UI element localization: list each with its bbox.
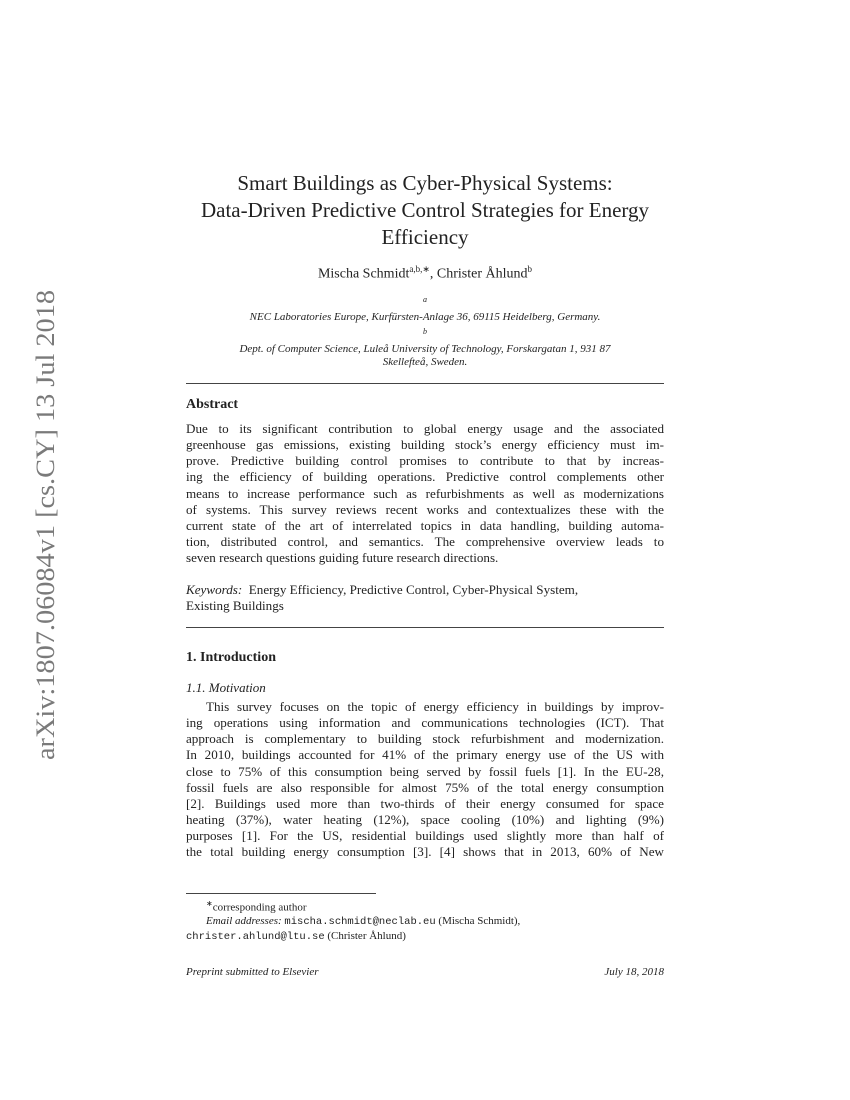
footer-preprint-note: Preprint submitted to Elsevier	[186, 966, 319, 978]
affiliation-line	[186, 293, 664, 325]
footnote-line	[186, 897, 664, 915]
body-line: In 2010, buildings accounted for 41% of the primary energy use of the US with	[186, 747, 664, 763]
footnote-rule	[186, 893, 376, 894]
title-line: Data-Driven Predictive Control Strategies for Energy	[200, 198, 650, 222]
arxiv-identifier-text: arXiv:1807.06084v1 [cs.CY] 13 Jul 2018	[31, 328, 60, 760]
abstract-line: Due to its significant contribution to global energy usage and the associated	[186, 421, 664, 436]
footer-date: July 18, 2018	[604, 966, 664, 978]
body-line: approach is complementary to building stock refurbishment and modernization.	[186, 731, 664, 747]
abstract-line: of systems. This survey reviews recent works and contextualizes these with the	[186, 501, 664, 517]
abstract-body	[186, 421, 664, 566]
keywords-line	[186, 582, 664, 598]
body-line: fossil fuels are also responsible for almost 75% of the total energy consumption	[186, 779, 664, 795]
keywords-line: Existing Buildings	[186, 598, 284, 614]
body-line: [2]. Buildings used more than two-thirds of their energy consumed for space	[186, 795, 664, 811]
affiliation-text: Dept. of Computer Science, Luleå University of Technology, Forskargatan 1, 931 87	[239, 342, 611, 355]
abstract-line: ing the efficiency of building operations. Predictive control complements other	[186, 469, 664, 485]
abstract-line: greenhouse gas emissions, existing building stock’s energy efficiency must im-	[186, 437, 664, 453]
title-line: Efficiency	[381, 225, 469, 249]
abstract-line: prove. Predictive building control promises to contribute to that by increas-	[186, 453, 664, 469]
abstract-top-rule	[186, 383, 664, 384]
email-owner: (Mischa Schmidt),	[438, 915, 521, 928]
abstract-line: seven research questions guiding future research directions.	[186, 550, 499, 566]
affiliation-line	[186, 356, 664, 370]
body-line: purposes [1]. For the US, residential buildings used slightly more than half of	[186, 828, 664, 844]
email-link-schmidt[interactable]: mischa.schmidt@neclab.eu	[284, 916, 436, 929]
subsection-heading: 1.1. Motivation	[186, 680, 266, 695]
abstract-line: tion, distributed control, and semantics. The comprehensive overview leads to	[186, 533, 664, 549]
abstract-line: current state of the art of interrelated topics in data handling, building automa-	[186, 517, 664, 533]
affiliation-mark: b	[423, 326, 427, 336]
body-line: close to 75% of this consumption being served by fossil fuels [1]. In the EU-28,	[186, 763, 664, 779]
body-line: ing operations using information and communications technologies (ICT). That	[186, 715, 664, 731]
body-line: This survey focuses on the topic of energy efficiency in buildings by improv-	[206, 699, 664, 714]
section-heading: 1. Introduction	[186, 650, 276, 665]
author-separator: ,	[429, 266, 437, 282]
abstract-line: means to increase performance such as refurbishments as well as modernizations	[186, 485, 664, 501]
keywords	[186, 582, 664, 614]
footnote-line	[186, 915, 664, 930]
keywords-text: Energy Efficiency, Predictive Control, Cyber-Physical System,	[248, 582, 579, 597]
footnote-email-label: Email addresses:	[206, 915, 282, 928]
paper-title	[186, 170, 664, 251]
body-line: heating (37%), water heating (12%), space cooling (10%) and lighting (9%)	[186, 811, 664, 827]
abstract-bottom-rule	[186, 627, 664, 628]
author-name: Christer Åhlund	[436, 266, 528, 282]
arxiv-identifier-stamp	[24, 290, 64, 760]
body-line: the total building energy consumption [3]. [4] shows that in 2013, 60% of New	[186, 844, 664, 860]
footnote	[186, 897, 664, 944]
affiliations	[186, 293, 664, 370]
email-link-ahlund[interactable]: christer.ahlund@ltu.se	[186, 930, 325, 943]
author-list	[186, 264, 664, 283]
title-line: Smart Buildings as Cyber-Physical Systems:	[237, 171, 613, 195]
footnote-mark: ∗	[206, 899, 213, 908]
author-affiliation-mark: a,b,∗	[409, 264, 430, 274]
footnote-corresponding: corresponding author	[212, 901, 307, 914]
affiliation-text: NEC Laboratories Europe, Kurfürsten-Anlage 36, 69115 Heidelberg, Germany.	[249, 311, 601, 324]
author-affiliation-mark: b	[527, 264, 533, 274]
email-owner: (Christer Åhlund)	[327, 929, 406, 942]
affiliation-mark: a	[423, 295, 427, 304]
author-name: Mischa Schmidt	[317, 266, 410, 282]
introduction-body	[186, 699, 664, 860]
affiliation-text: Skellefteå, Sweden.	[382, 356, 468, 369]
keywords-label: Keywords:	[186, 582, 243, 597]
abstract-heading: Abstract	[186, 397, 239, 412]
affiliation-line	[186, 325, 664, 357]
footnote-line	[186, 930, 664, 945]
